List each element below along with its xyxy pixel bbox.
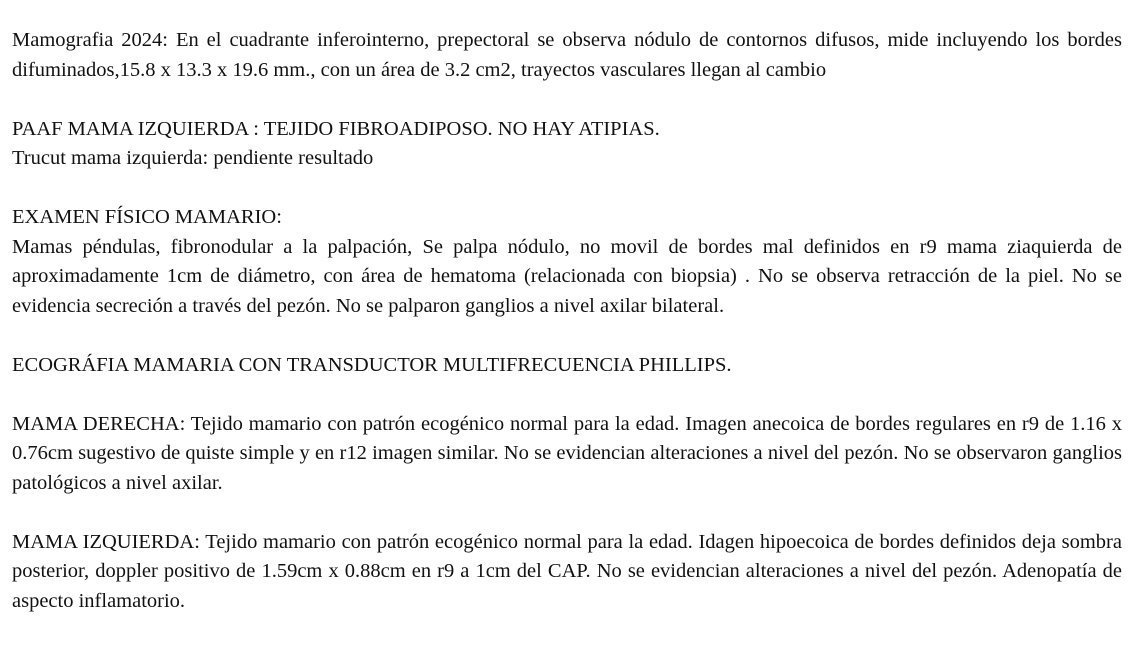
clinical-report-document [12, 26, 1122, 646]
physical-exam-section [12, 203, 1122, 321]
mammography-paragraph: Mamografia 2024: En el cuadrante inferointerno, prepectoral se observa nódulo de contornos difusos, mide incluyendo los bordes difuminados,15.8 x 13.3 x 19.6 mm., con un área de 3.2 cm2, trayectos vasculares llegan al cambio [12, 29, 1122, 81]
biopsy-results-paragraph [12, 115, 1122, 174]
ultrasound-heading: ECOGRÁFIA MAMARIA CON TRANSDUCTOR MULTIFRECUENCIA PHILLIPS. [12, 353, 732, 376]
right-breast-paragraph: MAMA DERECHA: Tejido mamario con patrón ecogénico normal para la edad. Imagen anecoica de bordes regulares en r9 de 1.16 x 0.76cm sugestivo de quiste simple y en r12 imagen similar. No se evidencian alteraciones a nivel del pezón. No se observaron ganglios patológicos a nivel axilar. [12, 412, 1122, 494]
physical-exam-heading: EXAMEN FÍSICO MAMARIO: [12, 206, 282, 228]
left-breast-paragraph: MAMA IZQUIERDA: Tejido mamario con patrón ecogénico normal para la edad. Idagen hipoecoica de bordes definidos deja sombra posterior, doppler positivo de 1.59cm x 0.88cm en r9 a 1cm del CAP. No se evidencian alteraciones a nivel del pezón. Adenopatía de aspecto inflamatorio. [12, 530, 1122, 612]
physical-exam-body: Mamas péndulas, fibronodular a la palpación, Se palpa nódulo, no movil de bordes mal definidos en r9 mama ziaquierda de aproximadamente 1cm de diámetro, con área de hematoma (relacionada con biopsia) . No se observa retracción de la piel. No se evidencia secreción a través del pezón. No se palparon ganglios a nivel axilar bilateral. [12, 235, 1122, 317]
paaf-result-line: PAAF MAMA IZQUIERDA : TEJIDO FIBROADIPOSO. NO HAY ATIPIAS. [12, 117, 660, 140]
trucut-result-line: Trucut mama izquierda: pendiente resultado [12, 147, 374, 169]
